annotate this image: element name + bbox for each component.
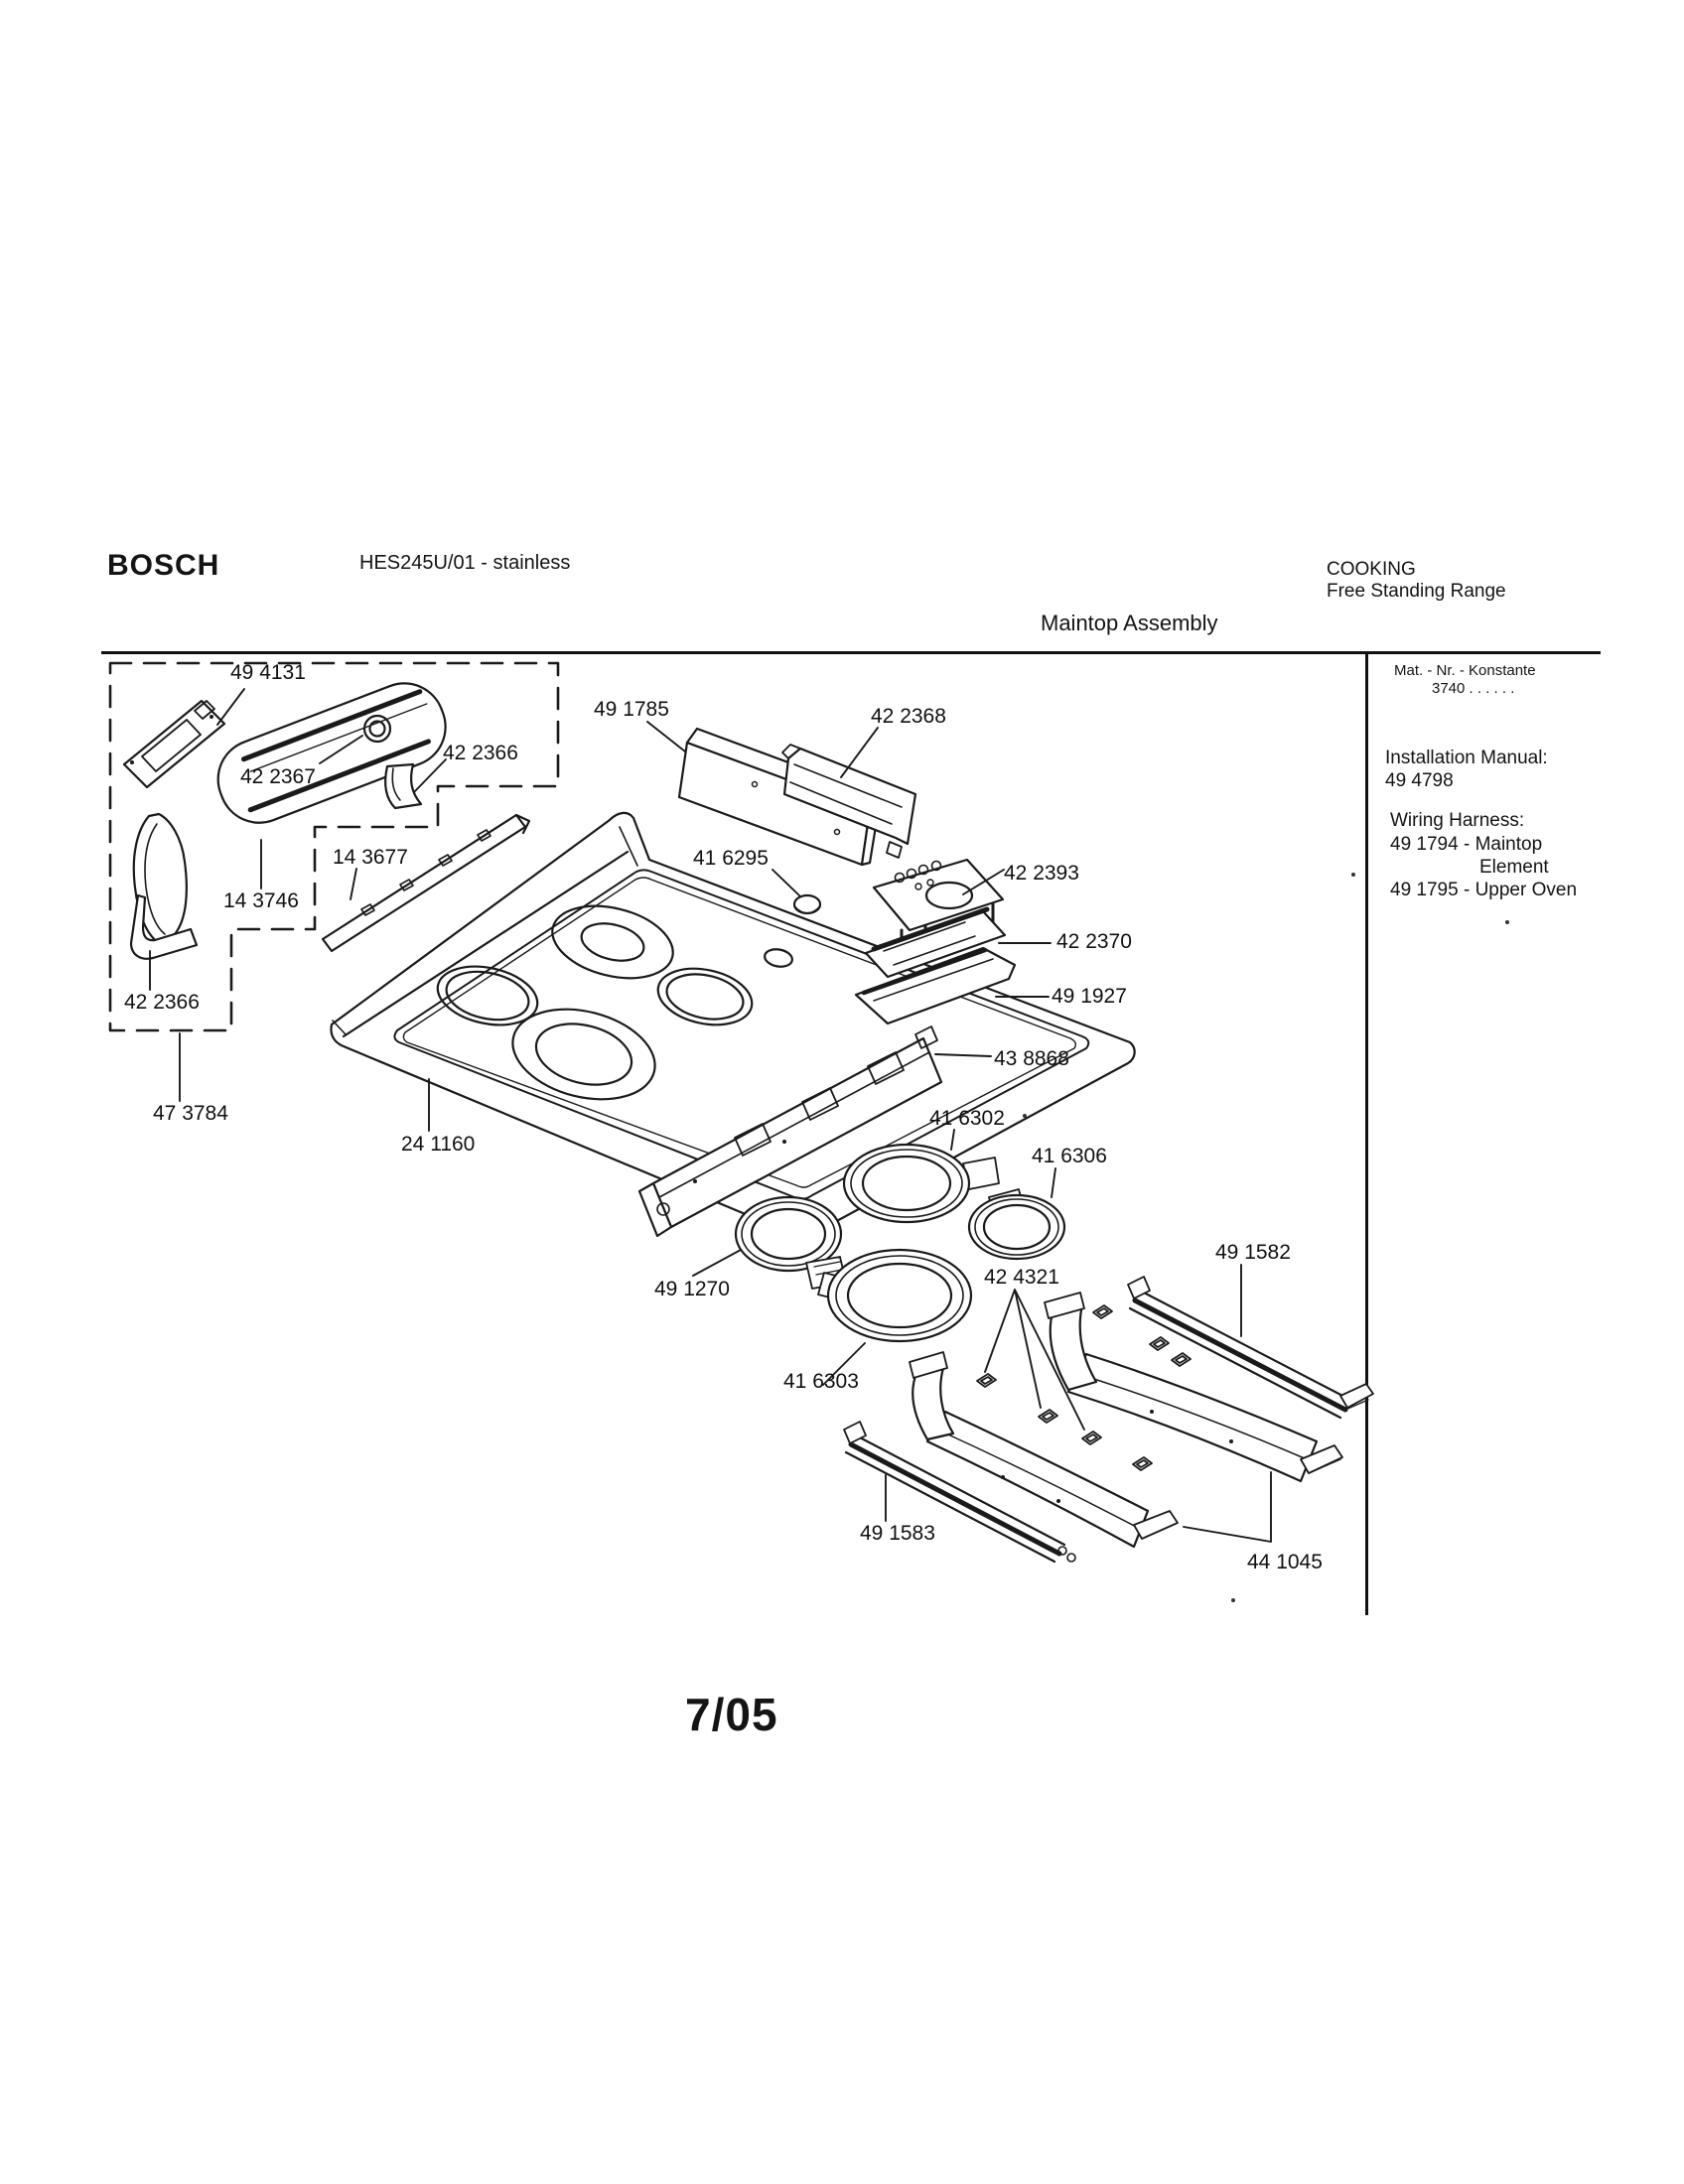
page-title: Maintop Assembly <box>1041 611 1218 635</box>
part-callout-41-6295: 41 6295 <box>693 847 769 870</box>
part-callout-43-8868: 43 8868 <box>994 1047 1069 1070</box>
wiring-harness-line3: 49 1795 - Upper Oven <box>1390 880 1578 900</box>
part-callout-49-1582: 49 1582 <box>1215 1241 1291 1264</box>
part-callout-42-2393: 42 2393 <box>1004 862 1079 885</box>
wiring-harness-line1: 49 1794 - Maintop <box>1390 834 1543 855</box>
category-line1: COOKING <box>1327 559 1416 580</box>
mat-nr-value: 3740 . . . . . . <box>1432 680 1515 697</box>
part-callout-49-1927: 49 1927 <box>1052 985 1127 1008</box>
backguard-panel-drawing <box>207 672 457 835</box>
part-callout-41-6303: 41 6303 <box>783 1370 859 1393</box>
cap-41-6295-drawing <box>794 895 820 913</box>
installation-manual-label: Installation Manual: <box>1385 748 1548 768</box>
brand-logo: BOSCH <box>107 549 220 582</box>
wiring-harness-line2: Element <box>1479 857 1549 878</box>
category-line2: Free Standing Range <box>1327 581 1506 602</box>
part-callout-49-1583: 49 1583 <box>860 1522 935 1545</box>
installation-manual-value: 49 4798 <box>1385 770 1454 791</box>
part-callout-41-6306: 41 6306 <box>1032 1145 1107 1167</box>
part-callout-42-2370: 42 2370 <box>1056 930 1132 953</box>
display-board-49-4131-drawing <box>124 701 224 787</box>
wiring-harness-label: Wiring Harness: <box>1390 810 1525 831</box>
model-number: HES245U/01 - stainless <box>359 552 571 574</box>
part-callout-47-3784: 47 3784 <box>153 1102 228 1125</box>
part-callout-49-1785: 49 1785 <box>594 698 669 721</box>
part-callout-42-4321: 42 4321 <box>984 1266 1059 1289</box>
trim-ring-41-6306-drawing <box>969 1189 1064 1259</box>
part-callout-49-4131: 49 4131 <box>230 661 306 684</box>
part-callout-24-1160: 24 1160 <box>401 1133 476 1156</box>
left-trim-42-2366-drawing <box>131 814 197 959</box>
part-callout-42-2368: 42 2368 <box>871 705 946 728</box>
part-callout-41-6302: 41 6302 <box>929 1107 1005 1130</box>
part-callout-42-2367: 42 2367 <box>240 765 316 788</box>
revision-date: 7/05 <box>685 1689 778 1740</box>
part-callout-42-2366-right: 42 2366 <box>443 742 518 764</box>
part-callout-14-3746: 14 3746 <box>223 889 299 912</box>
part-callout-42-2366-left: 42 2366 <box>124 991 200 1014</box>
part-callout-49-1270: 49 1270 <box>654 1278 730 1300</box>
part-callout-14-3677: 14 3677 <box>333 846 408 869</box>
part-callout-44-1045: 44 1045 <box>1247 1551 1323 1573</box>
right-foot-bracket-42-2366-drawing <box>385 764 421 808</box>
mat-nr-label: Mat. - Nr. - Konstante <box>1394 662 1536 679</box>
